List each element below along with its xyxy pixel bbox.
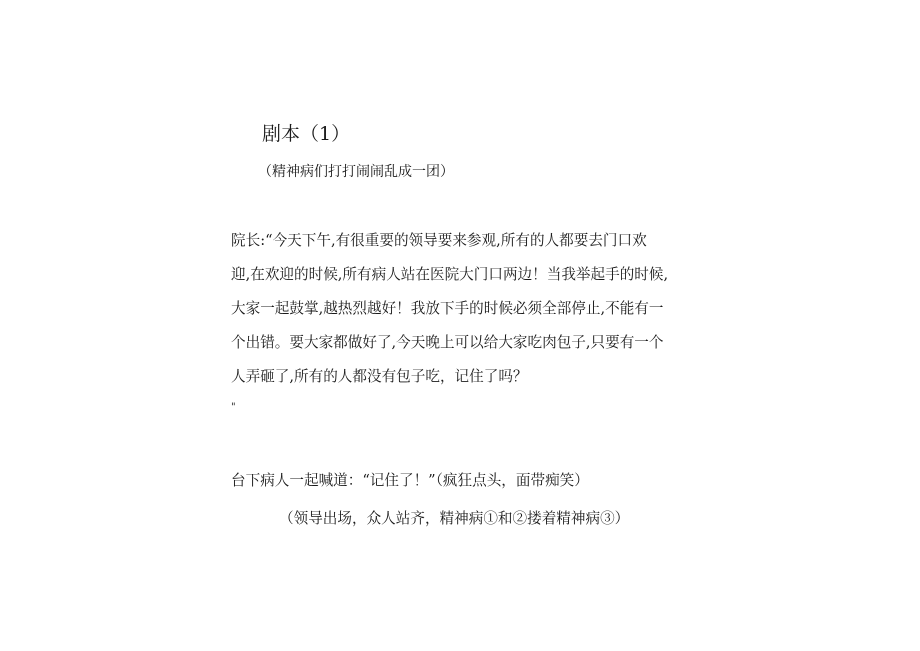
closing-quote-mark: "	[231, 402, 236, 413]
director-speech	[231, 228, 701, 398]
speech-line: 个出错。要大家都做好了,今天晚上可以给大家吃肉包子,只要有一个	[231, 334, 664, 351]
script-title: 剧本（1）	[262, 123, 351, 145]
speech-line: 人弄砸了,所有的人都没有包子吃，记住了吗？	[231, 368, 528, 385]
stage-direction-leaders-enter: （领导出场，众人站齐，精神病①和②搂着精神病③）	[279, 510, 630, 527]
stage-direction-opening: （精神病们打打闹闹乱成一团）	[258, 164, 454, 180]
crowd-response: 台下病人一起喊道：“记住了！”（疯狂点头，面带痴笑）	[231, 472, 589, 489]
speech-line: 院长:“今天下午,有很重要的领导要来参观,所有的人都要去门口欢	[231, 232, 647, 249]
speech-line: 迎,在欢迎的时候,所有病人站在医院大门口两边！当我举起手的时候,	[231, 266, 669, 283]
speech-line: 大家一起鼓掌,越热烈越好！我放下手的时候必须全部停止,不能有一	[231, 300, 664, 317]
